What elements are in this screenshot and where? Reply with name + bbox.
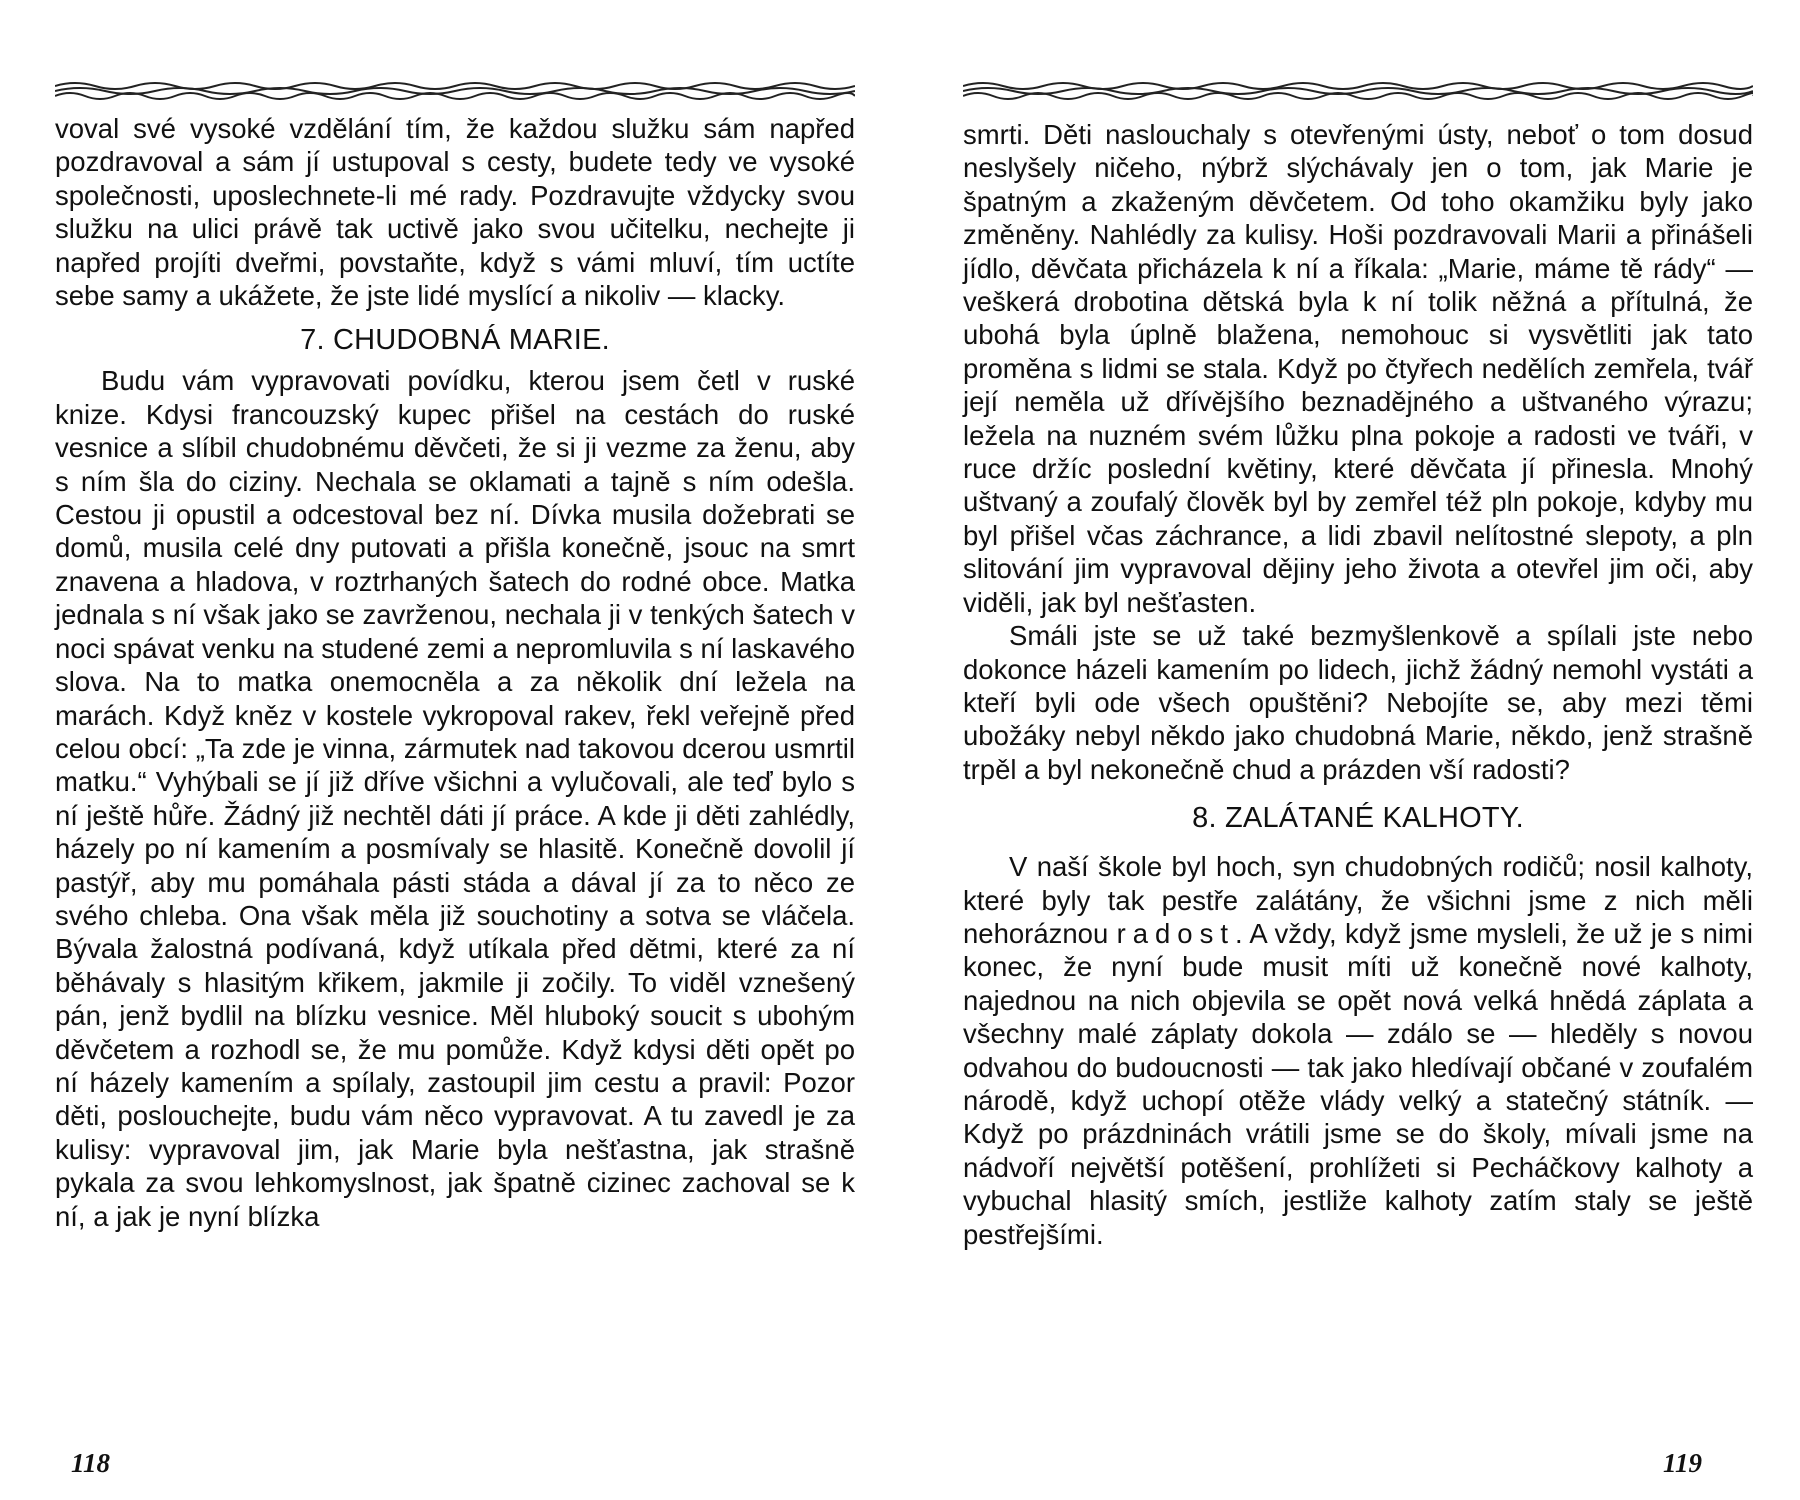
paragraph: Smáli jste se už také bezmyšlenkově a spílali jste nebo dokonce házeli kamením po lidech, jichž žádný nemohl vystáti a kteří byli ode všech opuštěni? Nebojíte se, aby mezi těmi ubožáky nebyl někdo jako chudobná Marie, někdo, jenž strašně trpěl a byl nekonečně chud a prázden vší radosti?	[963, 620, 1753, 785]
left-page-text	[55, 112, 855, 1233]
right-page-text	[963, 118, 1753, 1251]
paragraph: voval své vysoké vzdělání tím, že každou služku sám napřed pozdravoval a sám jí ustupoval s cesty, budete tedy ve vysoké společnosti, uposlechnete-li mé rady. Pozdravujte vždycky svou služku na ulici právě tak uctivě jako svou učitelku, nechejte ji napřed projíti dveřmi, povstaňte, když s vámi mluví, tím uctíte sebe samy a ukážete, že jste lidé myslící a nikoliv — klacky.	[55, 113, 855, 312]
chapter-heading: 8. ZALÁTANÉ KALHOTY.	[1192, 802, 1524, 835]
chapter-heading: 7. CHUDOBNÁ MARIE.	[300, 324, 610, 357]
header-ornament-rule	[55, 80, 855, 102]
paragraph-text: V naší škole byl hoch, syn chudobných rodičů; nosil kalhoty, které byly tak pestře zalátány, že všichni jsme z nich měli nehoráznou	[963, 851, 1753, 949]
paragraph	[963, 850, 1753, 1251]
paragraph: Budu vám vypravovati povídku, kterou jsem četl v ruské knize. Kdysi francouzský kupec přišel na cestách do ruské vesnice a slíbil chudobnému děvčeti, že si ji vezme za ženu, aby s ním šla do ciziny. Nechala se oklamati a tajně s ním odešla. Cestou ji opustil a odcestoval bez ní. Dívka musila dožebrati se domů, musila celé dny putovati a přišla konečně, jsouc na smrt znavena a hladova, v roztrhaných šatech do rodné obce. Matka jednala s ní však jako se zavrženou, nechala ji v tenkých šatech v noci spávat venku na studené zemi a nepromluvila s ní laskavého slova. Na to matka onemocněla a za několik dní ležela na marách. Když kněz v kostele vykropoval rakev, řekl veřejně před celou obcí: „Ta zde je vinna, zármutek nad takovou dcerou usmrtil matku.“ Vyhýbali se jí již dříve všichni a vylučovali, ale teď bylo s ní ještě hůře. Žádný již nechtěl dáti jí práce. A kde ji děti zahlédly, házely po ní kamením a posmívaly se hlasitě. Konečně dovolil jí pastýř, aby mu pomáhala pásti stáda a dával jí za to něco ze svého chleba. Ona však měla již souchotiny a sotva se vláčela. Bývala žalostná podívaná, když utíkala před dětmi, které za ní běhávaly s hlasitým křikem, jakmile ji zočily. To viděl vznešený pán, jenž bydlil na blízku vesnice. Měl hluboký soucit s ubohým děvčetem a rozhodl se, že mu pomůže. Když kdysi děti opět po ní házely kamením a spílaly, zastoupil jim cestu a pravil: Pozor děti, poslouchejte, budu vám něco vypravovat. A tu zavedl je za kulisy: vypravoval jim, jak Marie byla nešťastna, jak strašně pykala za svou lehkomyslnost, jak špatně cizinec zachoval se k ní, a jak je nyní blízka	[55, 365, 855, 1232]
left-page	[55, 0, 855, 1500]
emphasized-word: radost	[1116, 917, 1235, 949]
paragraph: smrti. Děti naslouchaly s otevřenými ústy, neboť o tom dosud neslyšely ničeho, nýbrž slýchávaly jen o tom, jak Marie je špatným a zkaženým děvčetem. Od toho okamžiku byly jako změněny. Nahlédly za kulisy. Hoši pozdravovali Marii a přinášeli jídlo, děvčata přicházela k ní a říkala: „Marie, máme tě rády“ — veškerá drobotina dětská byla k ní tolik něžná a přítulná, že ubohá byla úplně blažena, nemohouc si vysvětliti jak tato proměna s lidmi se stala. Když po čtyřech nedělích zemřela, tvář její neměla už dřívějšího beznadějného a uštvaného výrazu; ležela na nuzném svém lůžku plna pokoje a radosti ve tváři, v ruce držíc poslední květiny, které děvčata jí přinesla. Mnohý uštvaný a zoufalý člověk byl by zemřel též pln pokoje, kdyby mu byl přišel včas záchrance, a lidi zbavil nelítostné slepoty, a pln slitování jim vypravoval dějiny jeho života a otevřel jim oči, aby viděli, jak byl nešťasten.	[963, 119, 1753, 618]
header-ornament-rule	[963, 80, 1753, 102]
page-number: 118	[71, 1448, 111, 1478]
right-page	[963, 0, 1763, 1500]
page-number: 119	[1663, 1448, 1703, 1478]
paragraph-text: . A vždy, když jsme mysleli, že už je s nimi konec, že nyní bude musit míti už konečně nové kalhoty, najednou na nich objevila se opět nová velká hnědá záplata a všechny malé záplaty dokola — zdálo se — hleděly s novou odvahou do budoucnosti — tak jako hledívají občané v zoufalém národě, když uchopí otěže vlády velký a statečný státník. — Když po prázdninách vrátili jsme se do školy, mívali jsme na nádvoří největší potěšení, prohlížeti si Pecháčkovy kalhoty a vybuchal hlasitý smích, jestliže kalhoty zatím staly se ještě pestřejšími.	[963, 917, 1753, 1250]
